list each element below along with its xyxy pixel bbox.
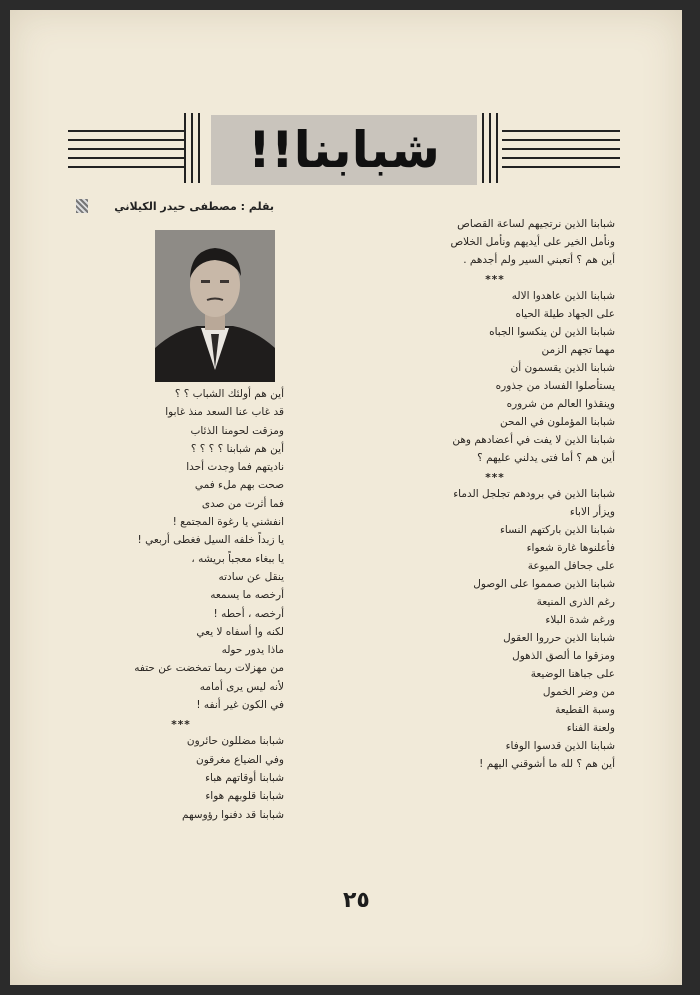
stanza-separator: ***: [171, 719, 191, 732]
poem-line: شبابنا الذين نرتجيهم لساعة القصاص: [457, 218, 615, 230]
poem-line: على جباهنا الوضيعة: [530, 668, 615, 680]
poem-left-column: [78, 385, 284, 824]
poem-line: قد غاب عنا السعد منذ غابوا: [165, 406, 284, 419]
poem-line: صحت بهم ملء فمي: [194, 479, 284, 492]
left-vertical-bars: [184, 113, 206, 183]
poem-line: شبابنا المؤملون في المحن: [499, 416, 615, 428]
poem-line: شبابنا الذين باركتهم النساء: [500, 524, 615, 536]
poem-line: شبابنا قلوبهم هواء: [205, 790, 284, 803]
poem-line: يا زبداً خلفه السيل فغطى أربعي !: [137, 534, 284, 547]
poem-line: شبابنا قد دفنوا رؤوسهم: [181, 808, 284, 821]
poem-line: شبابنا الذين قدسوا الوفاء: [505, 740, 615, 752]
author-photo: [155, 230, 275, 382]
poem-line: شبابنا الذين صمموا على الوصول: [473, 578, 615, 590]
poem-line: وينقذوا العالم من شروره: [506, 398, 615, 410]
poem-line: أرخصه ما يسمعه: [210, 589, 284, 602]
poem-line: ونأمل الخير على أيديهم ونأمل الخلاص: [450, 236, 615, 248]
portrait-illustration: [155, 230, 275, 382]
poem-line: على جحافل الميوعة: [527, 560, 615, 572]
poem-line: على الجهاد طيلة الحياه: [515, 308, 615, 320]
poem-line: رغم الذرى المنيعة: [536, 596, 615, 608]
poem-line: شبابنا مضللون حائرون: [186, 735, 284, 748]
author-byline: بقلم : مصطفى حيدر الكيلاني: [114, 200, 274, 213]
poem-line: في الكون غير أنفه !: [196, 699, 284, 712]
poem-line: ناديتهم فما وجدت أحدا: [186, 461, 284, 474]
poem-line: ورغم شدة البلاء: [545, 614, 615, 626]
title-box: [211, 115, 477, 185]
poem-line: شبابنا الذين عاهدوا الاله: [511, 290, 615, 302]
right-rule-lines: [502, 130, 620, 174]
poem-line: شبابنا الذين لن ينكسوا الجباه: [489, 326, 615, 338]
byline-ornament: [76, 199, 88, 213]
poem-line: شبابنا الذين يقسمون أن: [510, 362, 615, 374]
poem-line: شبابنا الذين لا يفت في أعضادهم وهن: [452, 434, 615, 446]
poem-line: شبابنا الذين حرروا العقول: [503, 632, 615, 644]
poem-line: أين هم ؟ لله ما أشوقني اليهم !: [479, 758, 615, 770]
poem-line: انفشني يا رغوة المجتمع !: [172, 516, 284, 529]
poem-line: أين هم شبابنا ؟ ؟ ؟ ؟: [190, 442, 284, 455]
poem-line: أين هم ؟ أتعبني السير ولم أجدهم .: [463, 254, 615, 266]
page-title: شبابنا!!: [248, 121, 440, 179]
poem-line: ومزقوا ما ألصق الذهول: [512, 650, 615, 662]
poem-line: وسبة القطيعة: [555, 704, 615, 716]
poem-line: لكنه وا أسفاه لا يعي: [196, 625, 284, 638]
poem-line: أين هم ؟ أما فتى يدلني عليهم ؟: [477, 452, 615, 464]
poem-line: من مهزلات ربما تمخضت عن حتفه: [134, 662, 284, 675]
title-band: [68, 105, 620, 197]
poem-line: أرخصه ، أحطه !: [213, 607, 284, 620]
poem-line: ولعنة الفناء: [566, 722, 615, 734]
poem-line: ماذا يدور حوله: [221, 644, 284, 657]
poem-line: يستأصلوا الفساد من جذوره: [495, 380, 615, 392]
poem-line: لأنه ليس يرى أمامه: [199, 680, 284, 693]
stanza-separator: ***: [485, 274, 505, 286]
right-vertical-bars: [482, 113, 504, 183]
page-number: ٢٥: [343, 888, 370, 913]
poem-line: مهما تجهم الزمن: [541, 344, 615, 356]
poem-line: ومزقت لحومنا الذئاب: [190, 424, 284, 437]
poem-line: شبابنا الذين في برودهم تجلجل الدماء: [453, 488, 615, 500]
poem-right-column: [375, 215, 615, 773]
poem-line: ويزأر الاباء: [569, 506, 615, 518]
poem-line: شبابنا أوقاتهم هباء: [205, 771, 284, 784]
poem-line: يا ببغاء معجباً بريشه ،: [191, 552, 284, 565]
left-rule-lines: [68, 130, 186, 174]
poem-line: فما أثرت من صدى: [201, 497, 284, 510]
poem-line: وفي الضياع مغرقون: [195, 753, 284, 766]
stanza-separator: ***: [485, 472, 505, 484]
poem-line: فأعلنوها غارة شعواء: [526, 542, 615, 554]
poem-line: من وضر الخمول: [542, 686, 615, 698]
poem-line: أين هم أولئك الشباب ؟ ؟: [174, 388, 284, 400]
poem-line: ينقل عن سادته: [218, 570, 284, 583]
